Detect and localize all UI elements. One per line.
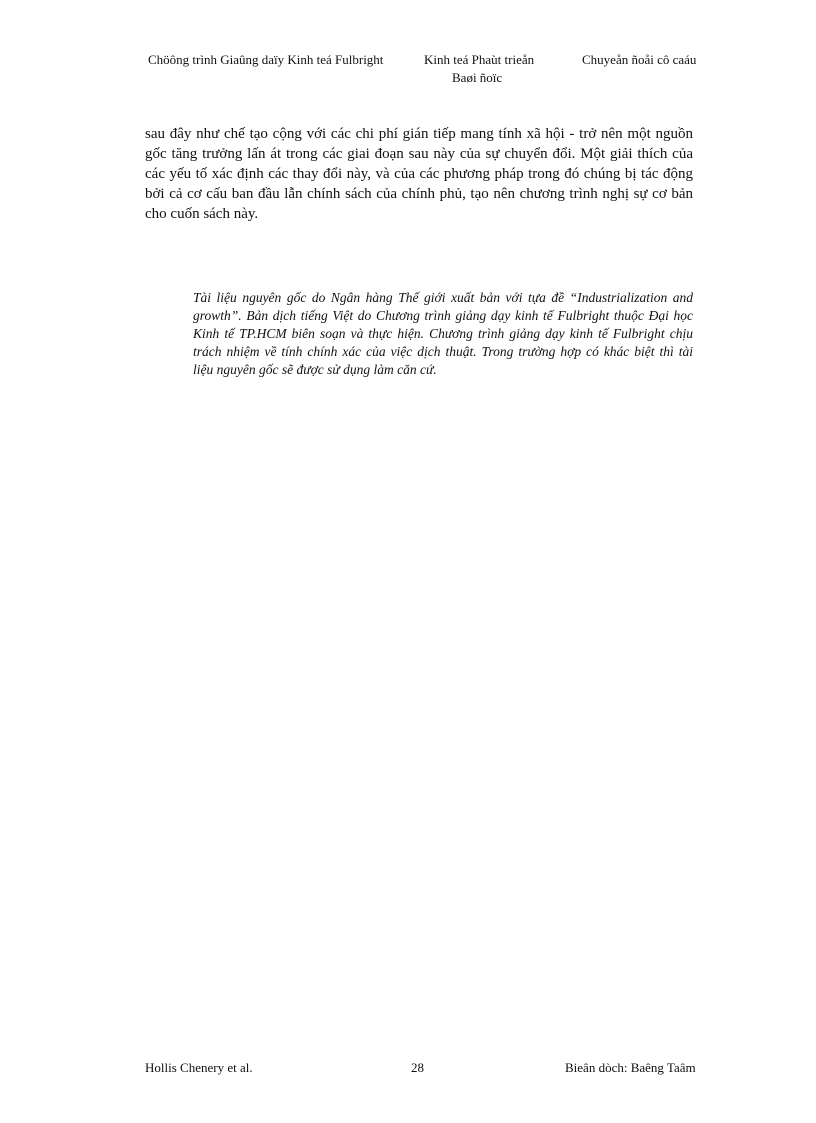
- body-line: sau đây như chế tạo cộng với các chi phí gián tiếp mang tính xã hội - trở nên một nguồn: [145, 126, 693, 142]
- body-paragraph: [145, 124, 693, 224]
- header-program-name: Chöông trình Giaûng daïy Kinh teá Fulbright: [148, 52, 384, 67]
- body-line: các yếu tố xác định các thay đổi này, và của các phương pháp trong đó chúng bị tác động: [145, 166, 693, 182]
- note-line: Tài liệu nguyên gốc do Ngân hàng Thế giới xuất bản với tựa đề “Industrialization and: [193, 290, 693, 305]
- footer-translator: Bieân dòch: Baêng Taâm: [565, 1060, 696, 1075]
- note-line: trách nhiệm về tính chính xác của việc dịch thuật. Trong trường hợp có khác biệt thì tài: [193, 344, 693, 359]
- footer-author: Hollis Chenery et al.: [145, 1060, 253, 1075]
- header-reading-label: Baøi ñoïc: [452, 70, 503, 85]
- note-line: Kinh tế TP.HCM biên soạn và thực hiện. Chương trình giảng dạy kinh tế Fulbright chịu: [193, 326, 693, 341]
- body-line: gốc tăng trưởng lấn át trong các giai đoạn sau này của sự chuyển đổi. Một giải thích của: [145, 146, 693, 162]
- translation-note: [193, 289, 693, 379]
- header-chapter-title: Chuyeån ñoåi cô caáu: [582, 52, 697, 67]
- body-line: cho cuốn sách này.: [145, 206, 259, 222]
- page-footer: [145, 1060, 696, 1080]
- header-course-name: Kinh teá Phaùt trieån: [424, 52, 535, 67]
- page-header: [148, 50, 696, 90]
- note-line: liệu nguyên gốc sẽ được sử dụng làm căn cứ.: [193, 362, 437, 377]
- note-line: growth”. Bản dịch tiếng Việt do Chương trình giảng dạy kinh tế Fulbright thuộc Đại học: [193, 308, 693, 323]
- page-number: 28: [411, 1060, 424, 1075]
- body-line: bởi cả cơ cấu ban đầu lẫn chính sách của chính phủ, tạo nên chương trình nghị sự cơ bản: [145, 186, 693, 202]
